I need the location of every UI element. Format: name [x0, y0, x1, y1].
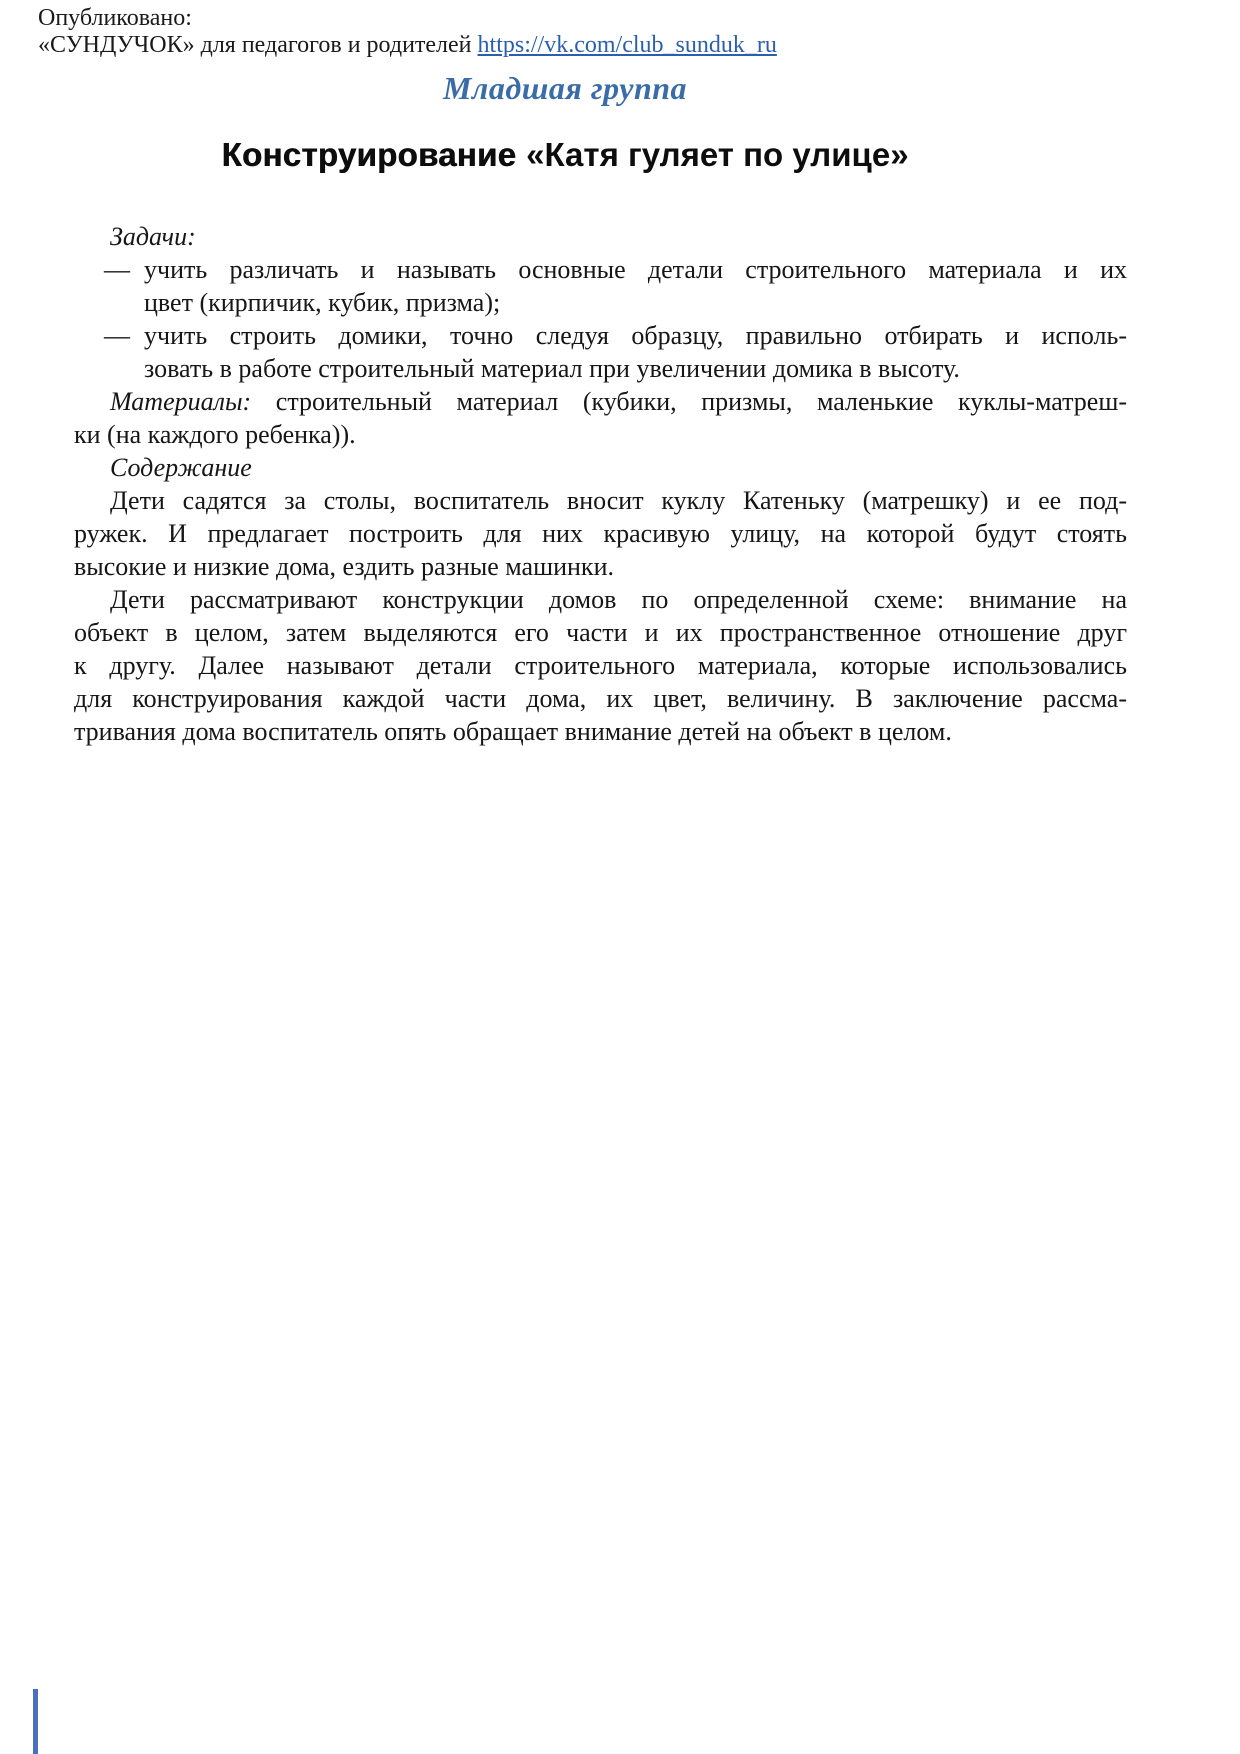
task-item-2-text: учить строить домики, точно следуя образцу, правильно отбирать и исполь- [144, 321, 1127, 350]
scan-artifact-line [33, 1689, 38, 1754]
title-quote: «Катя гуляет по улице» [526, 136, 909, 173]
paragraph-1-line-2: ружек. И предлагает построить для них красивую улицу, на которой будут стоять [74, 519, 1127, 548]
task-item-2-line-2: зовать в работе строительный материал при увеличении домика в высоту. [144, 354, 960, 383]
section-label-tasks: Задачи: [110, 222, 196, 251]
materials-line-2: ки (на каждого ребенка)). [74, 420, 356, 449]
group-heading: Младшая группа [442, 70, 688, 106]
section-label-content: Содержание [110, 453, 252, 482]
title-main: Конструирование [221, 136, 517, 173]
task-item-1-text: учить различать и называть основные детали строительного материала и их [144, 255, 1127, 284]
paragraph-2-line-3: к другу. Далее называют детали строительного материала, которые использовались [74, 651, 1127, 680]
published-header [38, 5, 777, 59]
published-label: Опубликовано: [38, 5, 192, 31]
task-item-1-line-2: цвет (кирпичик, кубик, призма); [144, 288, 501, 317]
source-line [38, 32, 777, 59]
bullet-dash: — [104, 255, 130, 284]
page-title [0, 136, 1130, 174]
task-item-2-line-1 [74, 319, 1127, 352]
paragraph-2-line-2: объект в целом, затем выделяются его части и их пространственное отношение друг [74, 618, 1127, 647]
bullet-dash: — [104, 321, 130, 350]
task-item-1-line-1 [74, 253, 1127, 286]
paragraph-1-line-1: Дети садятся за столы, воспитатель вносит куклу Катеньку (матрешку) и ее под- [110, 486, 1127, 515]
paragraph-1-line-3: высокие и низкие дома, ездить разные машинки. [74, 552, 614, 581]
paragraph-2-line-5: тривания дома воспитатель опять обращает внимание детей на объект в целом. [74, 717, 952, 746]
paragraph-2-line-4: для конструирования каждой части дома, их цвет, величину. В заключение рассма- [74, 684, 1127, 713]
source-prefix: «СУНДУЧОК» для педагогов и родителей [38, 32, 478, 58]
materials-label: Материалы: [110, 387, 252, 416]
paragraph-2-line-1: Дети рассматривают конструкции домов по определенной схеме: внимание на [110, 585, 1127, 614]
materials-text: строительный материал (кубики, призмы, маленькие куклы-матреш- [251, 387, 1127, 416]
vk-club-link[interactable]: https://vk.com/club_sunduk_ru [477, 32, 777, 58]
materials-line-1 [74, 385, 1127, 418]
body-text [74, 220, 1127, 748]
